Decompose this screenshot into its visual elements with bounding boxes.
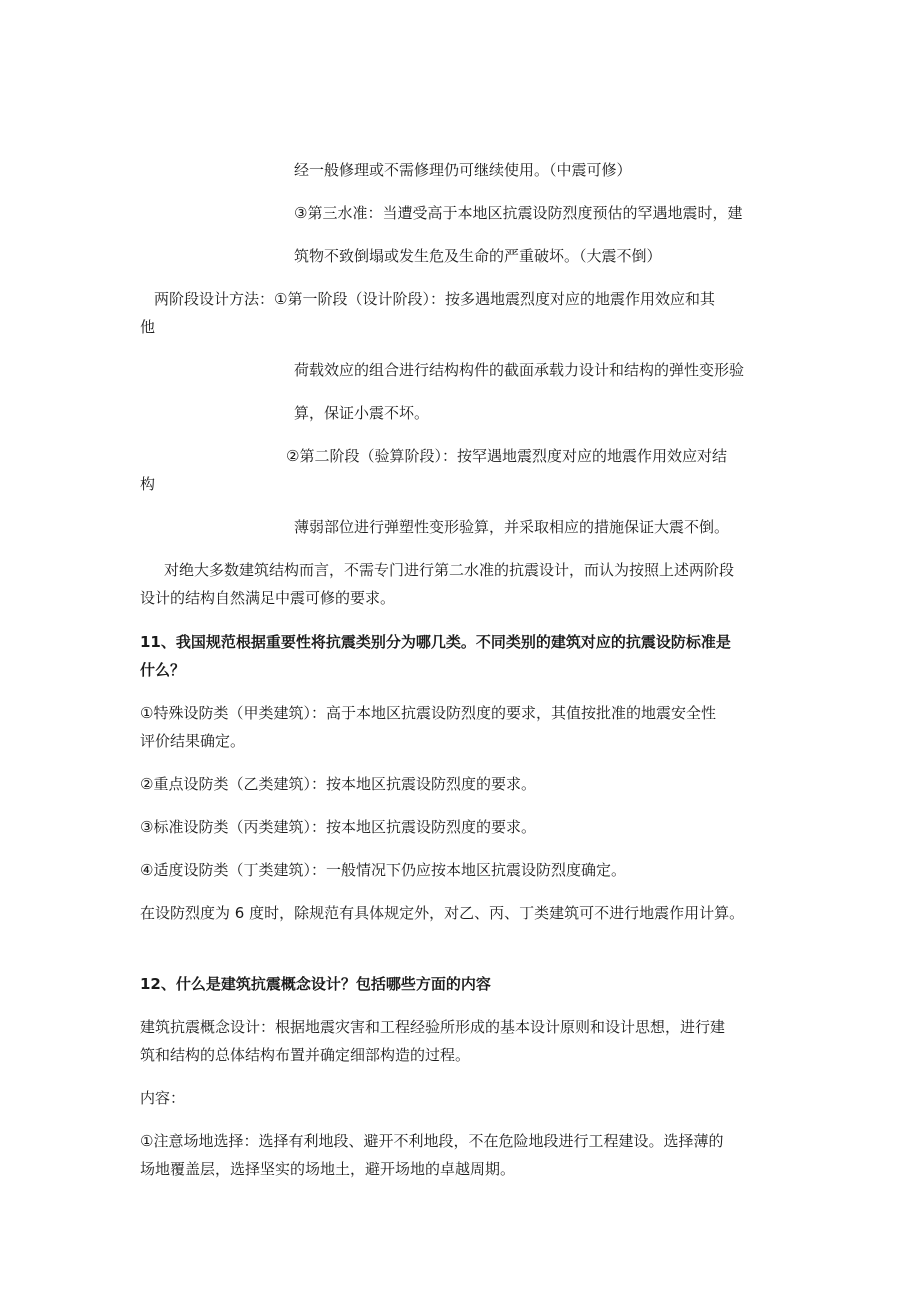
text-line: 经一般修理或不需修理仍可继续使用。（中震可修） <box>294 161 632 179</box>
text-line: 构 <box>140 475 156 493</box>
text-line: 设计的结构自然满足中震可修的要求。 <box>140 589 396 607</box>
text-line: 筑物不致倒塌或发生危及生命的严重破坏。（大震不倒） <box>294 247 662 265</box>
text-line: 内容： <box>140 1089 186 1107</box>
text-line: 他 <box>140 318 156 336</box>
text-line: ①注意场地选择：选择有利地段、避开不利地段，不在危险地段进行工程建设。选择薄的 <box>140 1132 724 1150</box>
section-heading-12: 12、什么是建筑抗震概念设计？包括哪些方面的内容 <box>140 975 491 993</box>
section-heading-11: 11、我国规范根据重要性将抗震类别分为哪几类。不同类别的建筑对应的抗震设防标准是 <box>140 633 731 651</box>
text-line: 场地覆盖层，选择坚实的场地土，避开场地的卓越周期。 <box>140 1160 516 1178</box>
text-line: 两阶段设计方法：①第一阶段（设计阶段）：按多遇地震烈度对应的地震作用效应和其 <box>154 290 715 308</box>
section-heading-11-cont: 什么？ <box>140 661 186 679</box>
text-line: ③第三水准：当遭受高于本地区抗震设防烈度预估的罕遇地震时，建 <box>294 204 743 222</box>
text-line: ④适度设防类（丁类建筑）：一般情况下仍应按本地区抗震设防烈度确定。 <box>140 861 626 879</box>
text-line: 评价结果确定。 <box>140 732 246 750</box>
text-line: 薄弱部位进行弹塑性变形验算，并采取相应的措施保证大震不倒。 <box>294 518 730 536</box>
text-line: 荷载效应的组合进行结构构件的截面承载力设计和结构的弹性变形验 <box>294 361 745 379</box>
text-line: ②重点设防类（乙类建筑）：按本地区抗震设防烈度的要求。 <box>140 775 536 793</box>
text-line: 建筑抗震概念设计：根据地震灾害和工程经验所形成的基本设计原则和设计思想，进行建 <box>140 1018 726 1036</box>
text-line: 筑和结构的总体结构布置并确定细部构造的过程。 <box>140 1046 471 1064</box>
text-line: 在设防烈度为 6 度时，除规范有具体规定外，对乙、丙、丁类建筑可不进行地震作用计算。 <box>140 904 745 922</box>
text-line: ③标准设防类（丙类建筑）：按本地区抗震设防烈度的要求。 <box>140 818 536 836</box>
text-line: 算，保证小震不坏。 <box>294 404 430 422</box>
text-line: ①特殊设防类（甲类建筑）：高于本地区抗震设防烈度的要求，其值按批准的地震安全性 <box>140 704 716 722</box>
text-line: ②第二阶段（验算阶段）：按罕遇地震烈度对应的地震作用效应对结 <box>286 447 727 465</box>
text-line: 对绝大多数建筑结构而言，不需专门进行第二水准的抗震设计，而认为按照上述两阶段 <box>164 561 735 579</box>
